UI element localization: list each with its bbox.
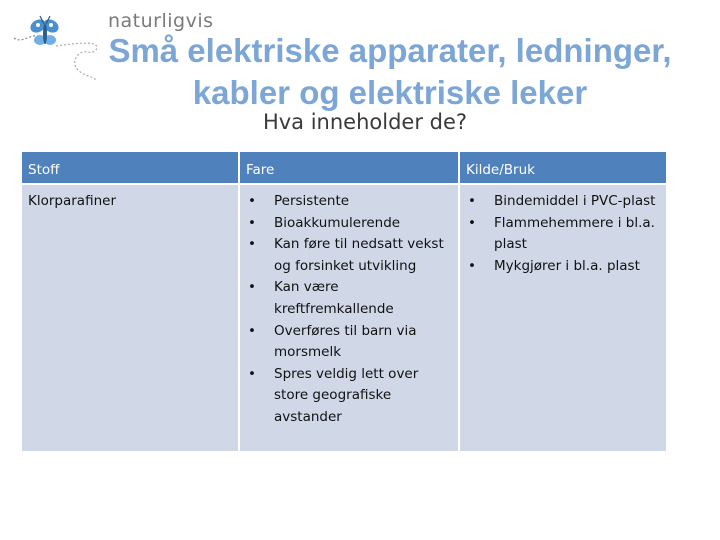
table-row: [21, 184, 667, 452]
page-subtitle: [0, 110, 720, 134]
list-item: • Flammehemmere i bl.a. plast: [466, 213, 660, 256]
fare-list: [246, 191, 452, 429]
header-kilde: Kilde/Bruk: [459, 151, 667, 184]
list-item: • Overføres til barn via morsmelk: [246, 321, 452, 364]
list-item: • Spres veldig lett over store geografiske avstander: [246, 364, 452, 429]
list-item: • Bindemiddel i PVC-plast: [466, 191, 660, 213]
header-stoff: Stoff: [21, 151, 239, 184]
cell-fare: [239, 184, 459, 452]
subtitle-text: Hva inneholder de?: [262, 110, 468, 134]
cell-stoff: Klorparafiner: [21, 184, 239, 452]
list-item: • Persistente: [246, 191, 452, 213]
logo-text: naturligvis: [108, 10, 214, 32]
header-fare: Fare: [239, 151, 459, 184]
table-header-row: [21, 151, 667, 184]
cell-kilde: [459, 184, 667, 452]
list-item: • Kan være kreftfremkallende: [246, 277, 452, 320]
list-item: • Bioakkumulerende: [246, 213, 452, 235]
list-item: • Kan føre til nedsatt vekst og forsinket utvikling: [246, 234, 452, 277]
substance-table: [20, 150, 668, 453]
page-title: Små elektriske apparater, ledninger, kabler og elektriske leker: [108, 32, 672, 111]
list-item: • Mykgjører i bl.a. plast: [466, 256, 660, 278]
kilde-list: [466, 191, 660, 277]
